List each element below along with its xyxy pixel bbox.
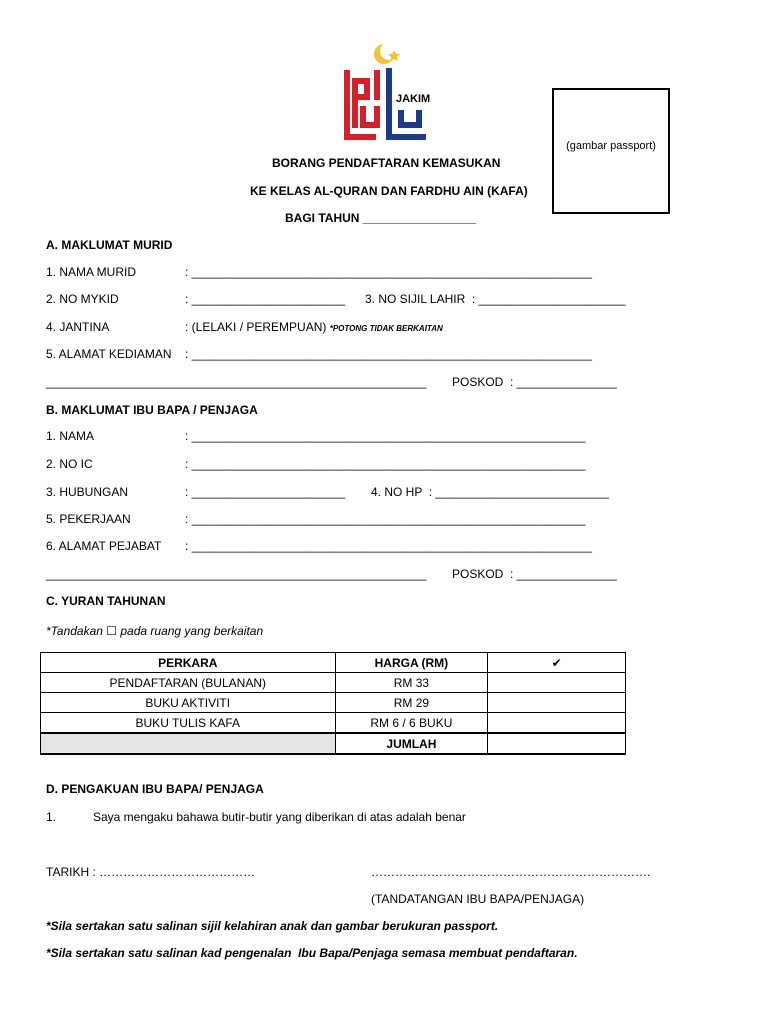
- no-ic-label: 2. NO IC: [46, 457, 93, 471]
- nama-murid-field[interactable]: : ____________________________________________________________: [185, 265, 593, 279]
- sijil-lahir-field[interactable]: 3. NO SIJIL LAHIR : ______________________: [365, 292, 626, 306]
- item-name: PENDAFTARAN (BULANAN): [41, 673, 336, 693]
- section-a-title: A. MAKLUMAT MURID: [46, 238, 173, 252]
- nama-penjaga-field[interactable]: : ___________________________________________________________: [185, 429, 586, 443]
- item-checkbox-cell[interactable]: [488, 673, 626, 693]
- alamat-pejabat-field[interactable]: : ____________________________________________________________: [185, 539, 593, 553]
- item-price: RM 33: [335, 673, 488, 693]
- total-value-cell[interactable]: [488, 733, 626, 754]
- jantina-note: *POTONG TIDAK BERKAITAN: [329, 324, 443, 333]
- section-c-title: C. YURAN TAHUNAN: [46, 594, 166, 608]
- jantina-options: : (LELAKI / PEREMPUAN): [185, 320, 327, 334]
- no-ic-field[interactable]: : ___________________________________________________________: [185, 457, 586, 471]
- hubungan-field[interactable]: : _______________________: [185, 485, 346, 499]
- table-row: [41, 713, 626, 734]
- item-name: BUKU TULIS KAFA: [41, 713, 336, 734]
- pengakuan-text: Saya mengaku bahawa butir-butir yang diberikan di atas adalah benar: [93, 810, 466, 824]
- section-b-title: B. MAKLUMAT IBU BAPA / PENJAGA: [46, 403, 258, 417]
- jakim-logo: [336, 40, 432, 144]
- signature-line[interactable]: …………………………………………………………….: [371, 865, 651, 879]
- total-blank-cell: [41, 733, 336, 754]
- header-perkara: PERKARA: [41, 653, 336, 673]
- total-label: JUMLAH: [335, 733, 488, 754]
- mykid-label: 2. NO MYKID: [46, 292, 119, 306]
- alamat-kediaman-label: 5. ALAMAT KEDIAMAN: [46, 347, 172, 361]
- poskod-kediaman-field[interactable]: POSKOD : _______________: [452, 375, 617, 389]
- section-d-title: D. PENGAKUAN IBU BAPA/ PENJAGA: [46, 782, 264, 796]
- item-name: BUKU AKTIVITI: [41, 693, 336, 713]
- total-row: [41, 733, 626, 754]
- jantina-label: 4. JANTINA: [46, 320, 110, 334]
- alamat-pejabat-line2[interactable]: _________________________________________________________: [46, 567, 427, 581]
- item-price: RM 29: [335, 693, 488, 713]
- pengakuan-number: 1.: [46, 810, 57, 824]
- passport-photo-box[interactable]: [552, 88, 670, 214]
- yuran-table: [40, 652, 626, 755]
- form-title-line2: KE KELAS AL-QURAN DAN FARDHU AIN (KAFA): [250, 184, 528, 198]
- nama-penjaga-label: 1. NAMA: [46, 429, 95, 443]
- nama-murid-label: 1. NAMA MURID: [46, 265, 137, 279]
- pekerjaan-label: 5. PEKERJAAN: [46, 512, 131, 526]
- mykid-field[interactable]: : _______________________: [185, 292, 346, 306]
- table-row: [41, 673, 626, 693]
- form-title-year: BAGI TAHUN _________________: [285, 211, 477, 225]
- jantina-field[interactable]: [185, 320, 443, 336]
- poskod-pejabat-field[interactable]: POSKOD : _______________: [452, 567, 617, 581]
- hubungan-label: 3. HUBUNGAN: [46, 485, 129, 499]
- form-title-line1: BORANG PENDAFTARAN KEMASUKAN: [272, 156, 501, 170]
- no-hp-field[interactable]: 4. NO HP : __________________________: [371, 485, 609, 499]
- tarikh-field[interactable]: TARIKH : …………………………………: [46, 865, 256, 879]
- signature-label: (TANDATANGAN IBU BAPA/PENJAGA): [371, 892, 585, 906]
- alamat-pejabat-label: 6. ALAMAT PEJABAT: [46, 539, 162, 553]
- note-sijil-kelahiran: *Sila sertakan satu salinan sijil kelahiran anak dan gambar berukuran passport.: [46, 919, 499, 933]
- item-price: RM 6 / 6 BUKU: [335, 713, 488, 734]
- header-harga: HARGA (RM): [335, 653, 488, 673]
- item-checkbox-cell[interactable]: [488, 713, 626, 734]
- pekerjaan-field[interactable]: : ___________________________________________________________: [185, 512, 586, 526]
- item-checkbox-cell[interactable]: [488, 693, 626, 713]
- alamat-kediaman-field[interactable]: : ____________________________________________________________: [185, 347, 593, 361]
- note-kad-pengenalan: *Sila sertakan satu salinan kad pengenalan Ibu Bapa/Penjaga semasa membuat pendaftaran.: [46, 946, 578, 960]
- check-mark-icon: ✔: [488, 653, 626, 673]
- alamat-kediaman-line2[interactable]: _________________________________________________________: [46, 375, 427, 389]
- table-row: [41, 693, 626, 713]
- table-header-row: [41, 653, 626, 673]
- tandakan-instruction: *Tandakan ☐ pada ruang yang berkaitan: [46, 624, 264, 638]
- logo-text: JAKIM: [396, 93, 431, 105]
- photo-label: (gambar passport): [566, 140, 656, 152]
